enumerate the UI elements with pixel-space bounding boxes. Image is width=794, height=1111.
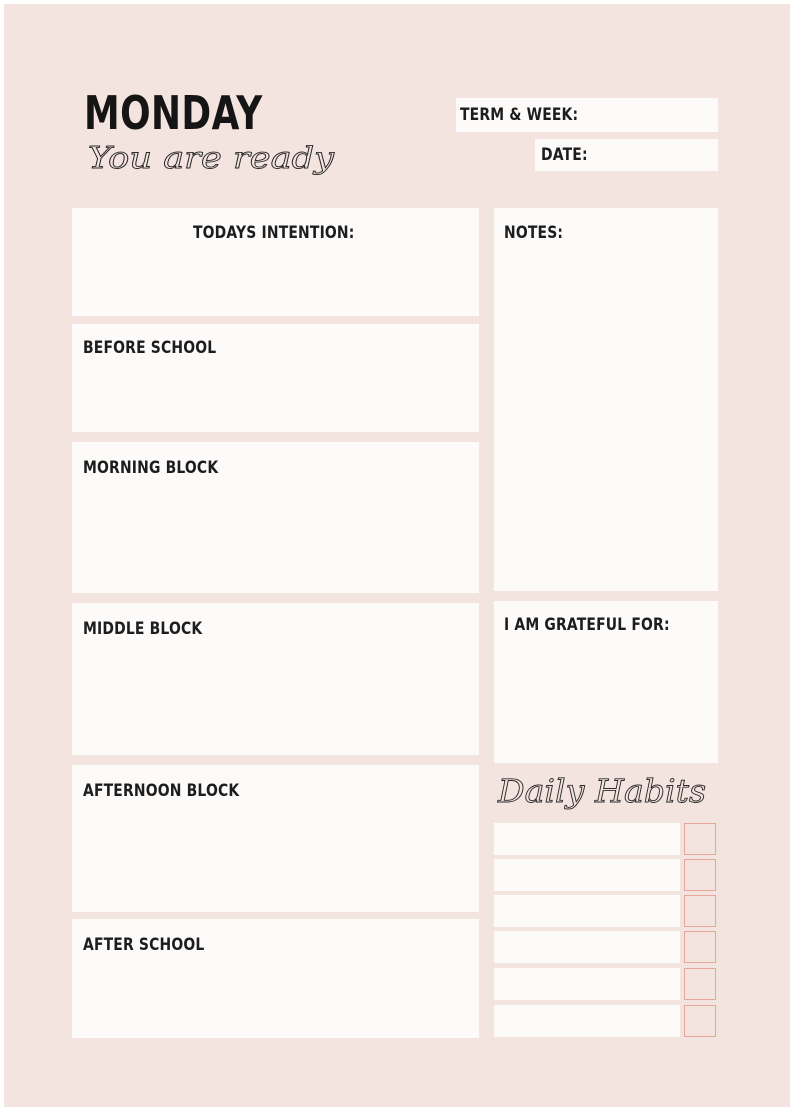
- planner-page: [4, 4, 790, 1107]
- habit-checkbox[interactable]: [684, 895, 716, 927]
- habit-row[interactable]: [494, 859, 680, 891]
- middle-block-label: MIDDLE BLOCK: [83, 619, 203, 639]
- habit-checkbox[interactable]: [684, 859, 716, 891]
- tagline-script: [84, 132, 344, 192]
- notes-label: NOTES:: [504, 223, 564, 243]
- afternoon-block-label: AFTERNOON BLOCK: [83, 781, 240, 801]
- habit-row[interactable]: [494, 931, 680, 963]
- habit-checkbox[interactable]: [684, 1005, 716, 1037]
- grateful-box[interactable]: [494, 601, 718, 763]
- before-school-label: BEFORE SCHOOL: [83, 338, 217, 358]
- habit-checkbox[interactable]: [684, 968, 716, 1000]
- intention-box[interactable]: [72, 208, 479, 316]
- habit-row[interactable]: [494, 895, 680, 927]
- intention-label: TODAYS INTENTION:: [193, 223, 355, 243]
- morning-block-label: MORNING BLOCK: [83, 458, 219, 478]
- date-field[interactable]: [535, 139, 718, 171]
- term-week-label: TERM & WEEK:: [460, 105, 579, 125]
- after-school-box[interactable]: [72, 919, 479, 1038]
- grateful-label: I AM GRATEFUL FOR:: [504, 615, 670, 635]
- habit-checkbox[interactable]: [684, 823, 716, 855]
- habit-row[interactable]: [494, 1005, 680, 1037]
- afternoon-block-box[interactable]: [72, 765, 479, 912]
- tagline-text: You are ready: [88, 141, 336, 176]
- habit-checkbox[interactable]: [684, 931, 716, 963]
- date-label: DATE:: [541, 145, 588, 165]
- term-week-field[interactable]: [456, 98, 718, 132]
- tagline: [84, 132, 344, 192]
- before-school-box[interactable]: [72, 324, 479, 432]
- habit-row[interactable]: [494, 968, 680, 1000]
- habit-row[interactable]: [494, 823, 680, 855]
- notes-box[interactable]: [494, 208, 718, 591]
- habits-title-script: [496, 766, 716, 816]
- middle-block-box[interactable]: [72, 603, 479, 755]
- after-school-label: AFTER SCHOOL: [83, 935, 205, 955]
- habits-title-text: Daily Habits: [496, 772, 706, 810]
- habits-title: [496, 766, 716, 816]
- morning-block-box[interactable]: [72, 442, 479, 593]
- day-title: MONDAY: [84, 86, 263, 140]
